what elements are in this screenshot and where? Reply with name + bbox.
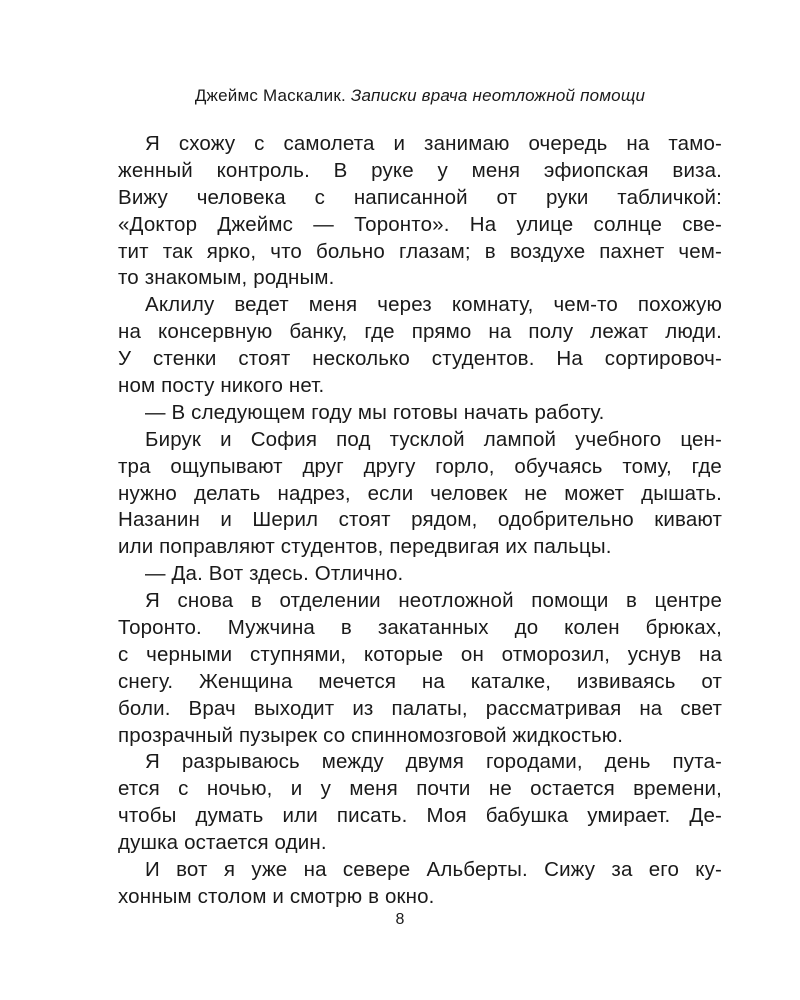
text-line: Вижу человека с написанной от руки табличкой: [118,185,722,209]
text-line: ном посту никого нет. [118,374,325,398]
text-line: Я разрываюсь между двумя городами, день пута- [145,750,722,774]
text-line: Аклилу ведет меня через комнату, чем-то похожую [145,293,722,317]
text-line: с черными ступнями, которые он отморозил, уснув на [118,642,722,666]
body-text [118,131,722,911]
text-line: то знакомым, родным. [118,266,335,290]
text-line: на консервную банку, где прямо на полу лежат люди. [118,320,722,344]
text-line: снегу. Женщина мечется на каталке, извиваясь от [118,669,722,693]
text-line: Назанин и Шерил стоят рядом, одобрительно кивают [118,508,722,532]
text-line: Я снова в отделении неотложной помощи в центре [145,589,722,613]
text-line: хонным столом и смотрю в окно. [118,884,435,908]
text-line: — В следующем году мы готовы начать работу. [145,400,605,424]
text-line: — Да. Вот здесь. Отлично. [145,562,404,586]
running-head [118,85,722,107]
text-line: или поправляют студентов, передвигая их пальцы. [118,535,612,559]
text-line: нужно делать надрез, если человек не может дышать. [118,481,722,505]
text-line: прозрачный пузырек со спинномозговой жидкостью. [118,723,624,747]
text-line: душка остается один. [118,831,327,855]
text-line: чтобы думать или писать. Моя бабушка умирает. Де- [118,804,722,828]
text-line: тра ощупывают друг другу горло, обучаясь тому, где [118,454,722,478]
text-line: боли. Врач выходит из палаты, рассматривая на свет [118,696,722,720]
text-line: «Доктор Джеймс — Торонто». На улице солнце све- [118,212,722,236]
running-head-author: Джеймс Маскалик. [194,86,346,105]
text-line: У стенки стоят несколько студентов. На сортировоч- [118,347,722,371]
text-line: Торонто. Мужчина в закатанных до колен брюках, [118,616,722,640]
text-line: Бирук и София под тусклой лампой учебного цен- [145,427,722,451]
text-line: ется с ночью, и у меня почти не остается времени, [118,777,722,801]
text-line: тит так ярко, что больно глазам; в воздухе пахнет чем- [118,239,722,263]
text-line: Я схожу с самолета и занимаю очередь на тамо- [145,132,722,155]
page-number: 8 [395,911,405,928]
running-head-title: Записки врача неотложной помощи [350,86,646,105]
text-line: женный контроль. В руке у меня эфиопская виза. [118,158,722,182]
text-line: И вот я уже на севере Альберты. Сижу за его ку- [145,858,722,882]
